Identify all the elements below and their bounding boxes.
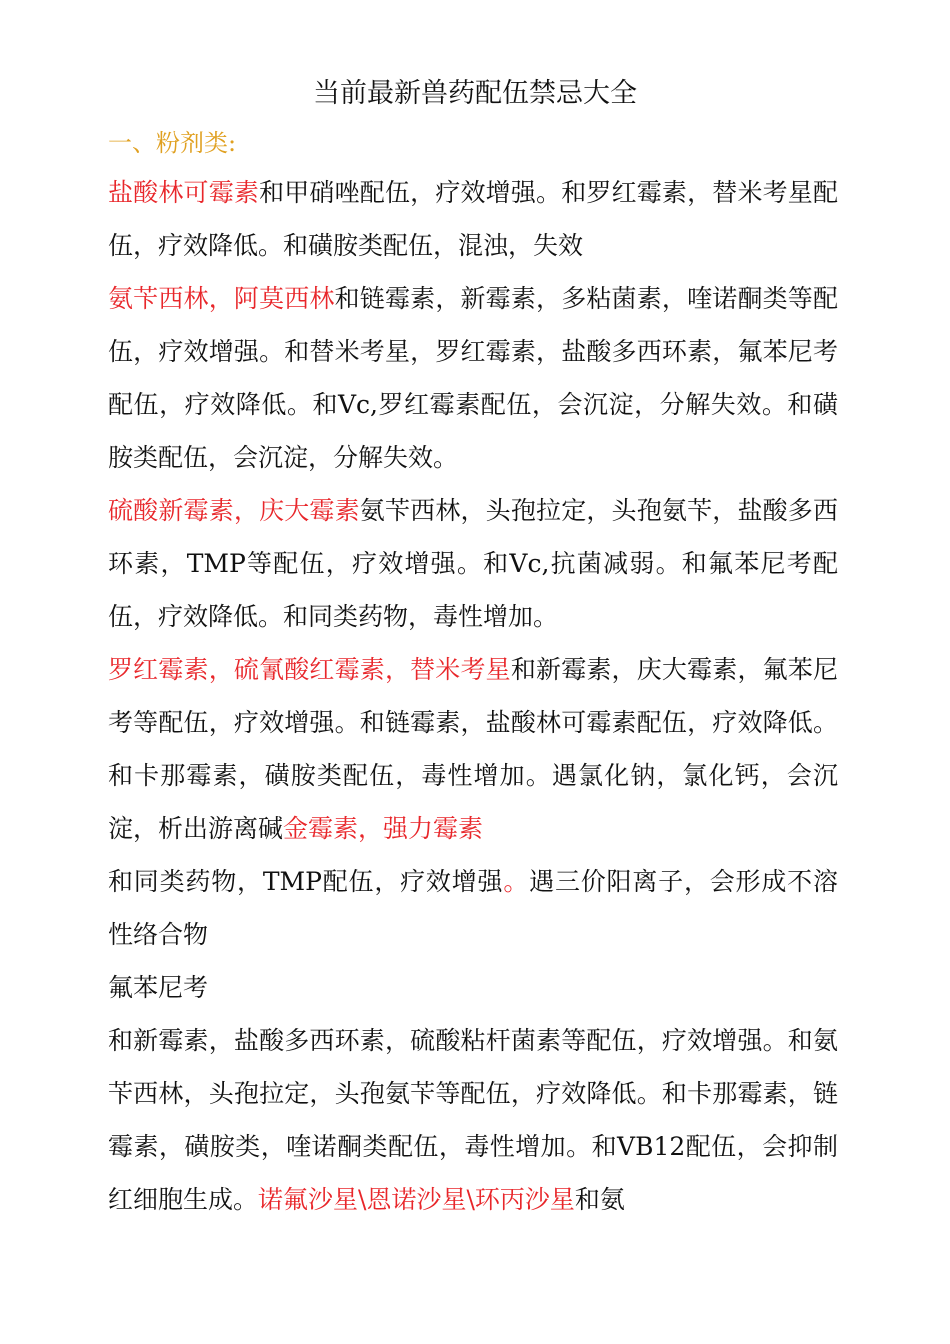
paragraph-text: 遇三价阳离子，会形成不溶性络合物: [108, 867, 838, 949]
highlighted-drug-name: 罗红霉素，硫氰酸红霉素，替米考星: [108, 655, 511, 684]
paragraph-text: 和新霉素，盐酸多西环素，硫酸粘杆菌素等配伍，疗效增强。和氨苄西林，头孢拉定，头孢氨苄等配伍，疗效降低。和卡那霉素，链霉素，磺胺类，喹诺酮类配伍，毒性增加。和VB12配伍，会抑制红细胞生成。: [108, 1026, 838, 1214]
paragraph: [108, 643, 838, 855]
paragraph: [108, 855, 838, 961]
document-body: [108, 166, 838, 1226]
paragraph: [108, 1014, 838, 1226]
highlighted-drug-name: 氨苄西林，阿莫西林: [108, 284, 335, 313]
highlighted-drug-name: 诺氟沙星\恩诺沙星\环丙沙星: [258, 1185, 575, 1214]
paragraph: [108, 272, 838, 484]
page-title: 当前最新兽药配伍禁忌大全: [313, 78, 637, 109]
paragraph-text: 和氨: [574, 1185, 625, 1214]
paragraph-text: 和甲硝唑配伍，疗效增强。和罗红霉素，替米考星配伍，疗效降低。和磺胺类配伍，混浊，失效: [108, 178, 838, 260]
section-heading: 一、粉剂类:: [108, 129, 237, 157]
paragraph-text: 氨苄西林，头孢拉定，头孢氨苄，盐酸多西环素，TMP等配伍，疗效增强。和Vc,抗菌减弱。和氟苯尼考配伍，疗效降低。和同类药物，毒性增加。: [108, 496, 838, 631]
paragraph: [108, 961, 838, 1014]
paragraph-text: 和新霉素，庆大霉素，氟苯尼考等配伍，疗效增强。和链霉素，盐酸林可霉素配伍，疗效降低。和卡那霉素，磺胺类配伍，毒性增加。遇氯化钠，氯化钙，会沉淀，析出游离碱: [108, 655, 838, 843]
highlighted-drug-name: 盐酸林可霉素: [108, 178, 260, 207]
paragraph-text: 氟苯尼考: [108, 973, 209, 1002]
highlighted-drug-name: 金霉素，强力霉素: [283, 814, 484, 843]
paragraph-text: 和同类药物，TMP配伍，疗效增强: [108, 867, 504, 896]
highlighted-drug-name: 硫酸新霉素，庆大霉素: [108, 496, 360, 525]
highlighted-drug-name: 。: [503, 867, 530, 896]
paragraph: [108, 166, 838, 272]
paragraph: [108, 484, 838, 643]
paragraph-text: 和链霉素，新霉素，多粘菌素，喹诺酮类等配伍，疗效增强。和替米考星，罗红霉素，盐酸多西环素，氟苯尼考配伍，疗效降低。和Vc,罗红霉素配伍，会沉淀，分解失效。和磺胺类配伍，会沉淀，分解失效。: [108, 284, 838, 472]
